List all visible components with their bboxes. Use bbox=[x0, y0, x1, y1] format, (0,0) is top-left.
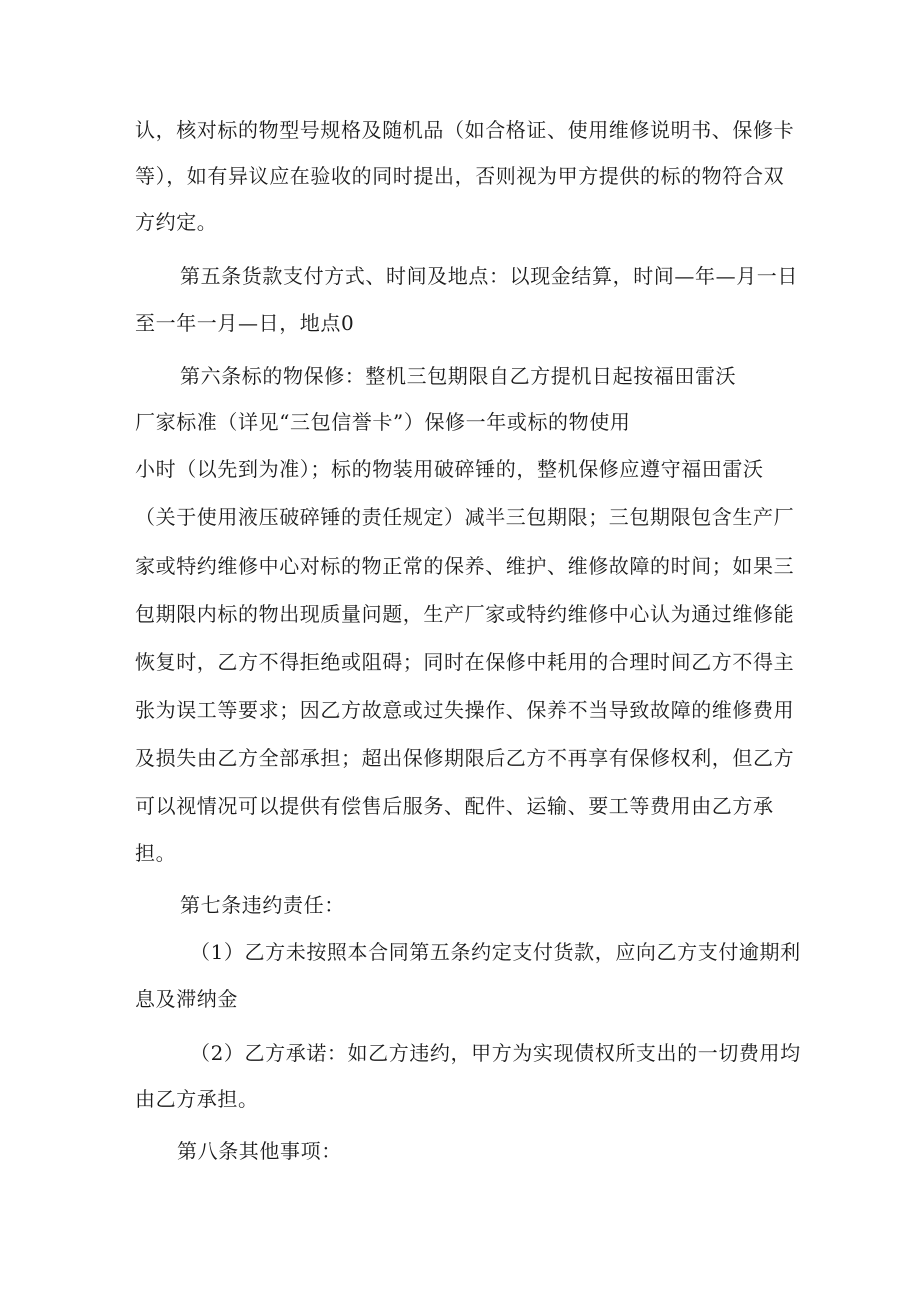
text-line-14: 及损失由乙方全部承担；超出保修期限后乙方不再享有保修权利，但乙方 bbox=[135, 746, 795, 770]
text-line-13: 张为误工等要求；因乙方故意或过失操作、保养不当导致故障的维修费用 bbox=[135, 698, 795, 722]
text-line-2: 等），如有异议应在验收的同时提出，否则视为甲方提供的标的物符合双 bbox=[135, 164, 785, 188]
text-line-18: （1）乙方未按照本合同第五条约定支付货款，应向乙方支付逾期利 bbox=[190, 940, 801, 964]
text-line-5: 至一年一月—日，地点0 bbox=[135, 311, 355, 335]
text-line-19: 息及滞纳金 bbox=[135, 987, 238, 1011]
text-line-3: 方约定。 bbox=[135, 210, 218, 234]
text-line-4: 第五条货款支付方式、时间及地点：以现金结算，时间—年—月一日 bbox=[180, 264, 798, 288]
text-line-7: 厂家标准（详见“三包信誉卡”）保修一年或标的物使用 bbox=[135, 410, 631, 434]
text-line-6: 第六条标的物保修：整机三包期限自乙方提机日起按福田雷沃 bbox=[180, 364, 737, 388]
text-line-11: 包期限内标的物出现质量问题，生产厂家或特约维修中心认为通过维修能 bbox=[135, 602, 795, 626]
text-line-1: 认，核对标的物型号规格及随机品（如合格证、使用维修说明书、保修卡 bbox=[135, 118, 795, 142]
text-line-12: 恢复时，乙方不得拒绝或阻碍；同时在保修中耗用的合理时间乙方不得主 bbox=[135, 650, 795, 674]
text-line-8: 小时（以先到为准）；标的物装用破碎锤的，整机保修应遵守福田雷沃 bbox=[135, 457, 764, 481]
text-line-10: 家或特约维修中心对标的物正常的保养、维护、维修故障的时间；如果三 bbox=[135, 554, 795, 578]
text-line-21: 由乙方承担。 bbox=[135, 1087, 259, 1111]
text-line-16: 担。 bbox=[135, 841, 177, 865]
text-line-22: 第八条其他事项： bbox=[177, 1139, 342, 1163]
text-line-20: （2）乙方承诺：如乙方违约，甲方为实现债权所支出的一切费用均 bbox=[190, 1041, 801, 1065]
text-line-9: （关于使用液压破碎锤的责任规定）减半三包期限；三包期限包含生产厂 bbox=[135, 505, 795, 529]
text-line-15: 可以视情况可以提供有偿售后服务、配件、运输、要工等费用由乙方承 bbox=[135, 794, 774, 818]
text-line-17: 第七条违约责任： bbox=[180, 893, 345, 917]
